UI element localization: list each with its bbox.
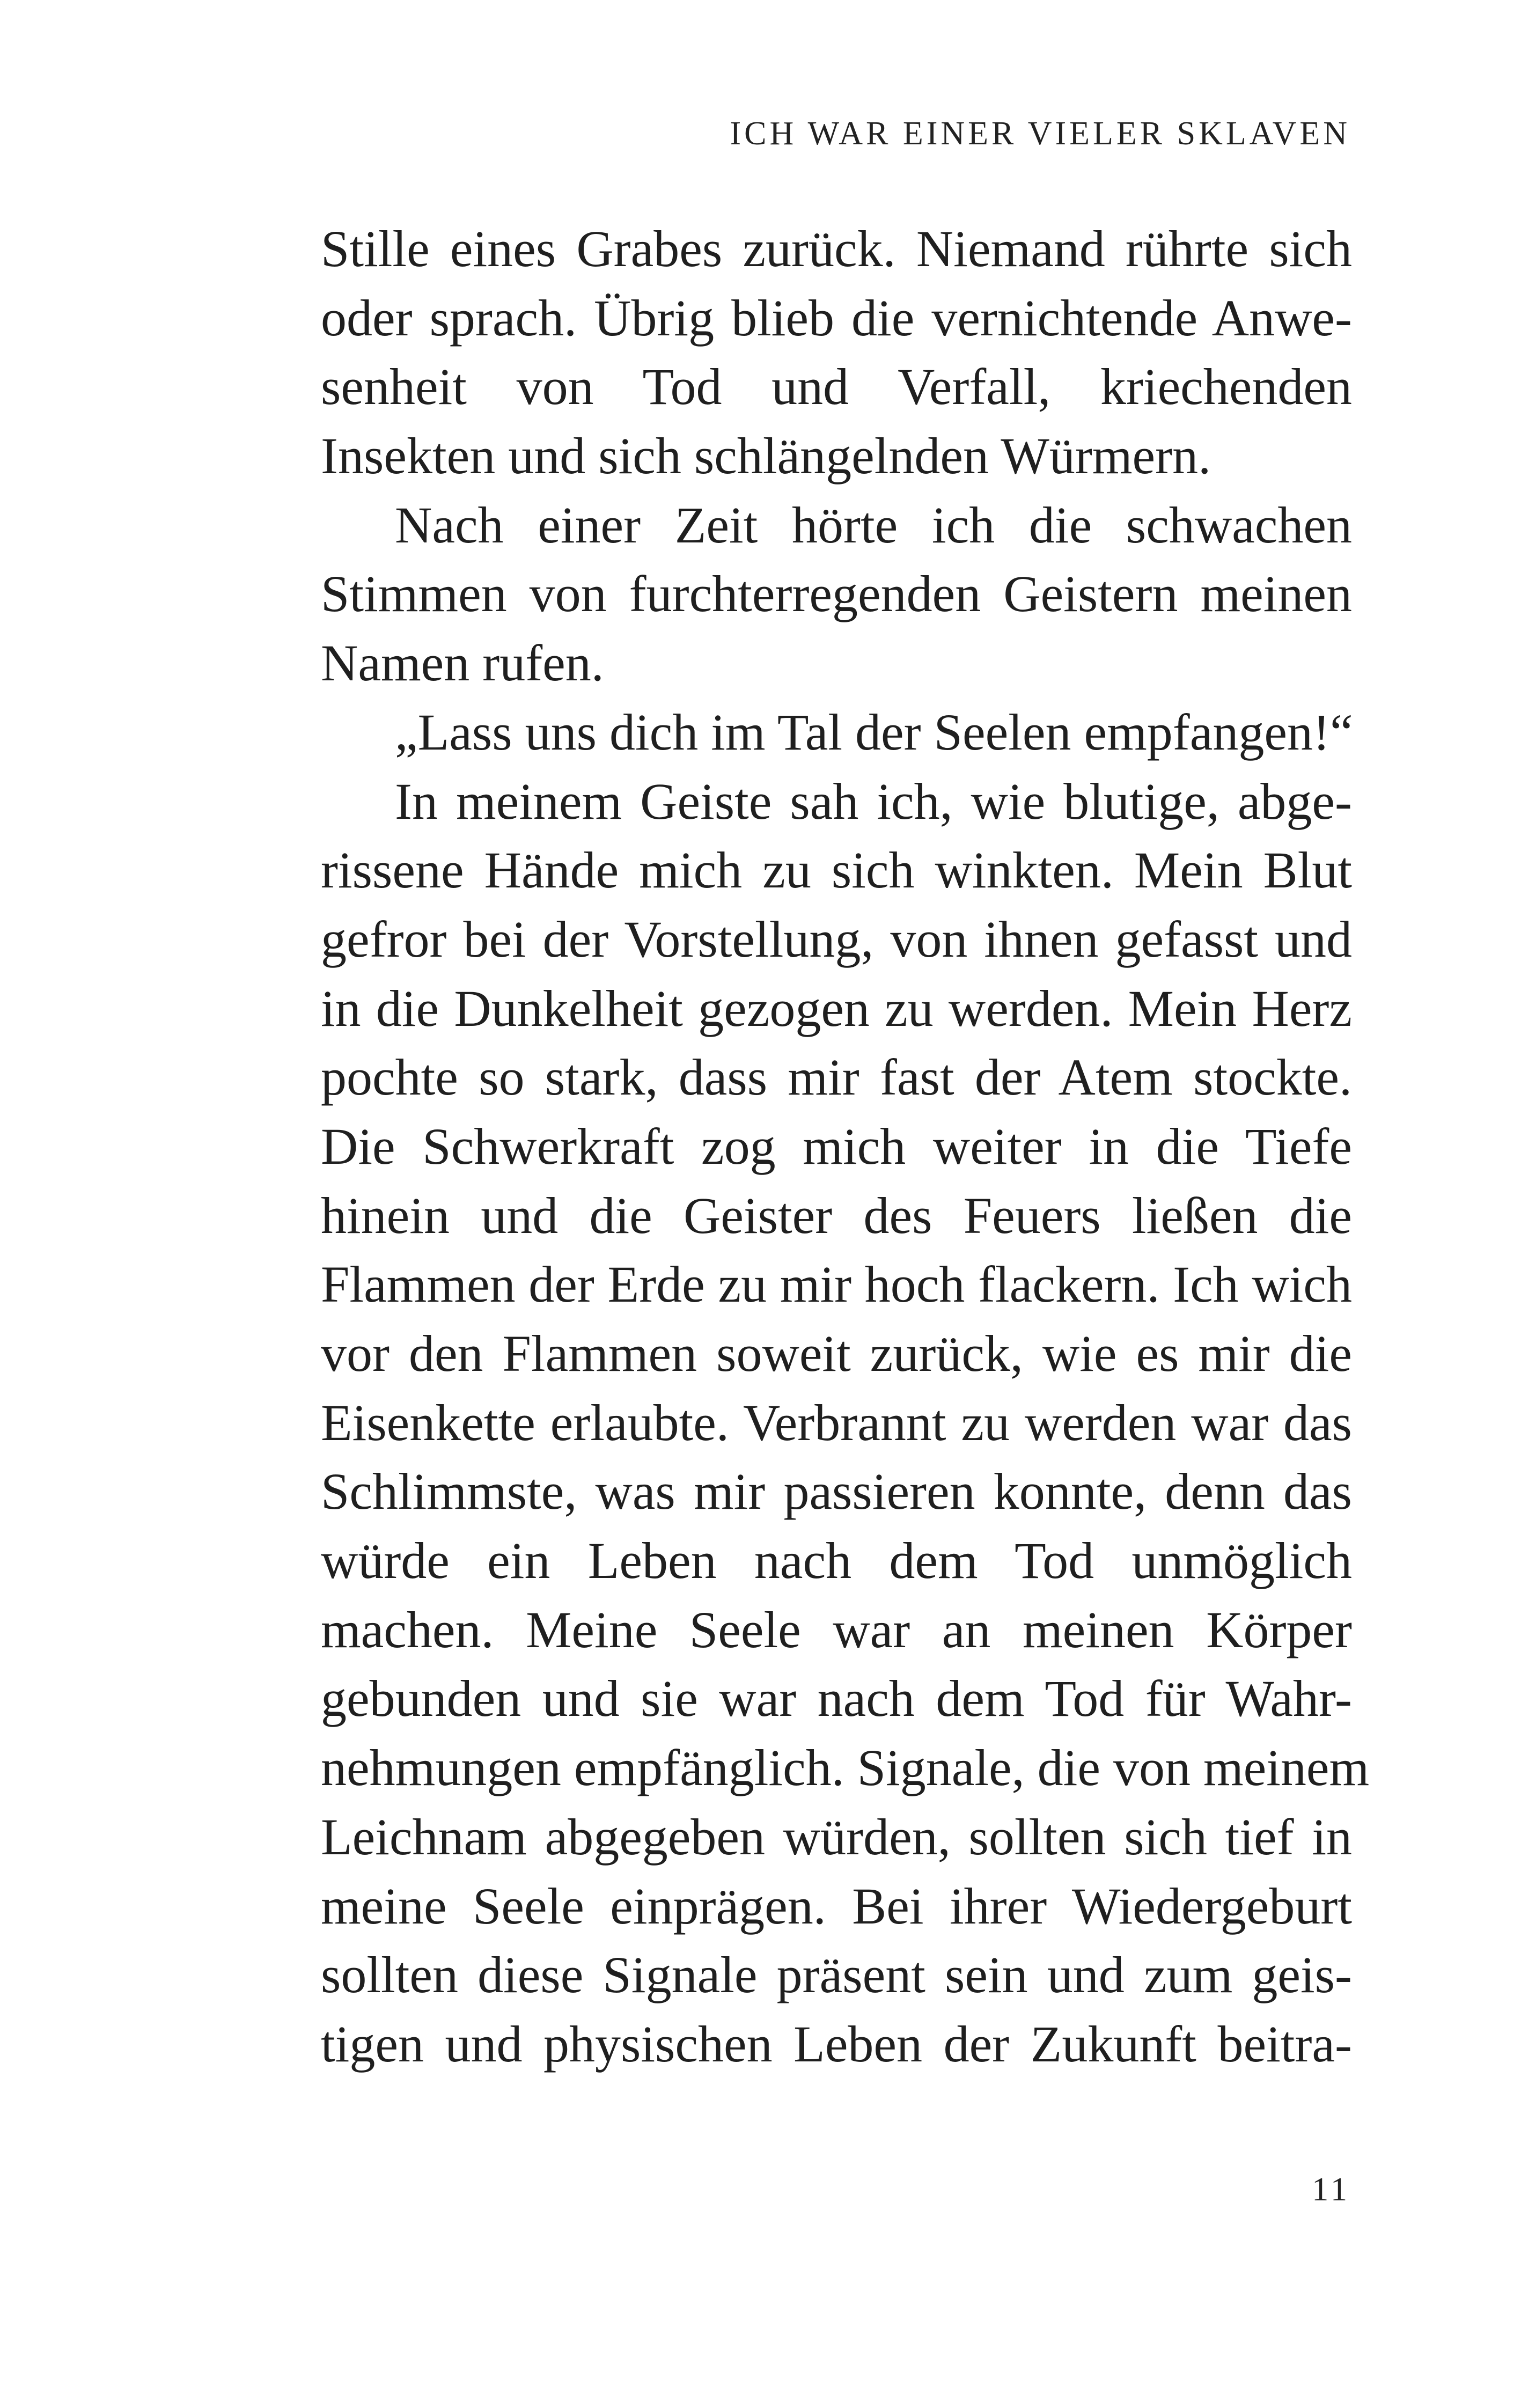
text-line: pochte so stark, dass mir fast der Atem stockte.: [321, 1048, 1352, 1106]
text-line: oder sprach. Übrig blieb die vernichtende Anwe-: [321, 289, 1352, 347]
text-line: gefror bei der Vorstellung, von ihnen gefasst und: [321, 910, 1352, 968]
text-line: Leichnam abgegeben würden, sollten sich tief in: [321, 1808, 1352, 1866]
text-line: Eisenkette erlaubte. Verbrannt zu werden war das: [321, 1393, 1352, 1451]
text-line: Die Schwerkraft zog mich weiter in die Tiefe: [321, 1117, 1352, 1175]
text-line: vor den Flammen soweit zurück, wie es mir die: [321, 1325, 1352, 1382]
text-line: In meinem Geiste sah ich, wie blutige, abge-: [395, 772, 1352, 830]
text-line: hinein und die Geister des Feuers ließen die: [321, 1186, 1352, 1244]
text-line: rissene Hände mich zu sich winkten. Mein Blut: [321, 841, 1352, 899]
body-text: [321, 215, 1370, 2079]
text-line: Nach einer Zeit hörte ich die schwachen: [395, 496, 1352, 554]
text-line: Stimmen von furchterregenden Geistern meinen: [321, 565, 1352, 623]
running-head: ICH WAR EINER VIELER SKLAVEN: [730, 115, 1350, 152]
text-line: Namen rufen.: [321, 634, 604, 692]
text-line: nehmungen empfänglich. Signale, die von meinem: [321, 1739, 1370, 1797]
text-line: Schlimmste, was mir passieren konnte, denn das: [321, 1463, 1352, 1521]
text-line: Stille eines Grabes zurück. Niemand rührte sich: [321, 220, 1352, 277]
text-line: gebunden und sie war nach dem Tod für Wahr-: [321, 1670, 1352, 1728]
text-line: tigen und physischen Leben der Zukunft beitra-: [321, 2015, 1352, 2073]
text-line: machen. Meine Seele war an meinen Körper: [321, 1601, 1352, 1658]
page-number: 11: [1312, 2171, 1350, 2208]
text-line: senheit von Tod und Verfall, kriechenden: [321, 358, 1352, 416]
text-line: meine Seele einprägen. Bei ihrer Wiedergeburt: [321, 1877, 1352, 1935]
text-line: Insekten und sich schlängelnden Würmern.: [321, 427, 1211, 485]
text-line: würde ein Leben nach dem Tod unmöglich: [321, 1532, 1352, 1590]
text-line: sollten diese Signale präsent sein und zum geis-: [321, 1946, 1352, 2004]
text-line: Flammen der Erde zu mir hoch flackern. Ich wich: [321, 1256, 1352, 1313]
text-line: „Lass uns dich im Tal der Seelen empfangen!“: [395, 703, 1353, 761]
text-line: in die Dunkelheit gezogen zu werden. Mein Herz: [321, 979, 1352, 1037]
